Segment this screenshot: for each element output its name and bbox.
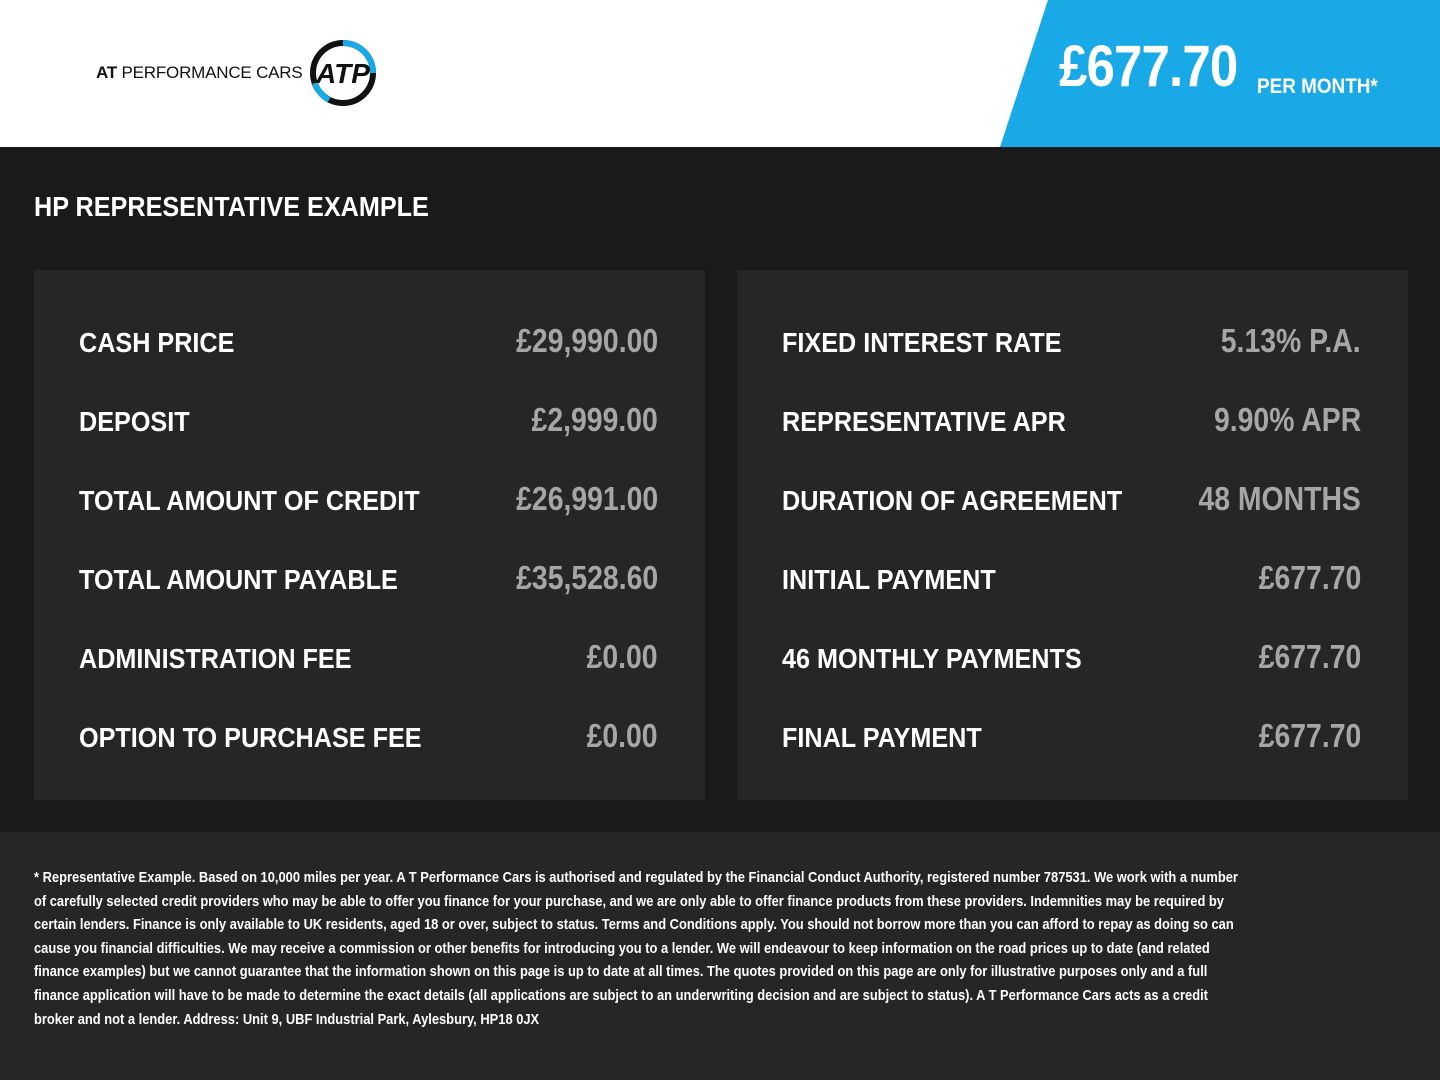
disclaimer-footer [0, 832, 1440, 1080]
row-value: £677.70 [1258, 559, 1361, 596]
price-suffix: PER MONTH* [1257, 75, 1378, 98]
row-label: TOTAL AMOUNT OF CREDIT [79, 485, 420, 516]
row-label: INITIAL PAYMENT [782, 564, 996, 595]
row-label: CASH PRICE [79, 327, 235, 358]
row-value: 48 MONTHS [1198, 480, 1361, 517]
row-label: DEPOSIT [79, 406, 190, 437]
finance-row [782, 323, 1361, 363]
row-label: FIXED INTEREST RATE [782, 327, 1062, 358]
row-value: £26,991.00 [515, 480, 658, 517]
row-value: 9.90% APR [1213, 401, 1361, 438]
monthly-price: £677.70 [1059, 34, 1238, 99]
section-title: HP REPRESENTATIVE EXAMPLE [34, 191, 429, 222]
row-label: DURATION OF AGREEMENT [782, 485, 1123, 516]
finance-row [79, 560, 658, 600]
row-value: £35,528.60 [515, 559, 658, 596]
finance-row [79, 639, 658, 679]
finance-section [0, 147, 1440, 832]
finance-panel-right [737, 270, 1408, 800]
finance-row [79, 323, 658, 363]
finance-row [782, 560, 1361, 600]
row-value: £0.00 [586, 638, 658, 675]
disclaimer-text: * Representative Example. Based on 10,000 miles per year. A T Performance Cars is authorised and regulated by the Financial Conduct Authority, registered number 787531. We work with a number of carefully selected credit providers who may be able to offer you finance for your purchase, and we are only able to offer finance products from these providers. Indemnities may be required by certain lenders. Finance is only available to UK residents, aged 18 or over, subject to status. Terms and Conditions apply. You should not borrow more than you can afford to repay as doing so can cause you financial difficulties. We may receive a commission or other benefits for introducing you to a lender. We will endeavour to keep information on the road prices up to date (and related finance examples) but we cannot guarantee that the information shown on this page is up to date at all times. The quotes provided on this page are only for illustrative purposes only and a full finance application will have to be made to determine the exact details (all applications are subject to an underwriting decision and are subject to status). A T Performance Cars acts as a credit broker and not a lender. Address: Unit 9, UBF Industrial Park, Aylesbury, HP18 0JX [34, 869, 1238, 1028]
row-value: 5.13% P.A. [1221, 322, 1361, 359]
row-label: OPTION TO PURCHASE FEE [79, 722, 422, 753]
finance-row [782, 639, 1361, 679]
row-label: 46 MONTHLY PAYMENTS [782, 643, 1082, 674]
row-label: FINAL PAYMENT [782, 722, 982, 753]
finance-row [782, 718, 1361, 758]
finance-row [79, 402, 658, 442]
logo-text-bold: AT [96, 63, 117, 82]
row-value: £677.70 [1258, 638, 1361, 675]
row-label: REPRESENTATIVE APR [782, 406, 1066, 437]
row-value: £677.70 [1258, 717, 1361, 754]
row-value: £29,990.00 [515, 322, 658, 359]
logo-text-rest: PERFORMANCE CARS [117, 63, 303, 82]
logo-text [96, 63, 303, 83]
atp-badge-icon [307, 38, 379, 108]
svg-text:ATP: ATP [315, 58, 370, 89]
row-value: £2,999.00 [531, 401, 658, 438]
finance-row [782, 481, 1361, 521]
finance-row [79, 718, 658, 758]
row-label: ADMINISTRATION FEE [79, 643, 352, 674]
finance-row [79, 481, 658, 521]
header [0, 0, 1440, 147]
finance-panel-left [34, 270, 705, 800]
brand-logo[interactable] [96, 38, 379, 108]
row-value: £0.00 [586, 717, 658, 754]
row-label: TOTAL AMOUNT PAYABLE [79, 564, 398, 595]
finance-row [782, 402, 1361, 442]
